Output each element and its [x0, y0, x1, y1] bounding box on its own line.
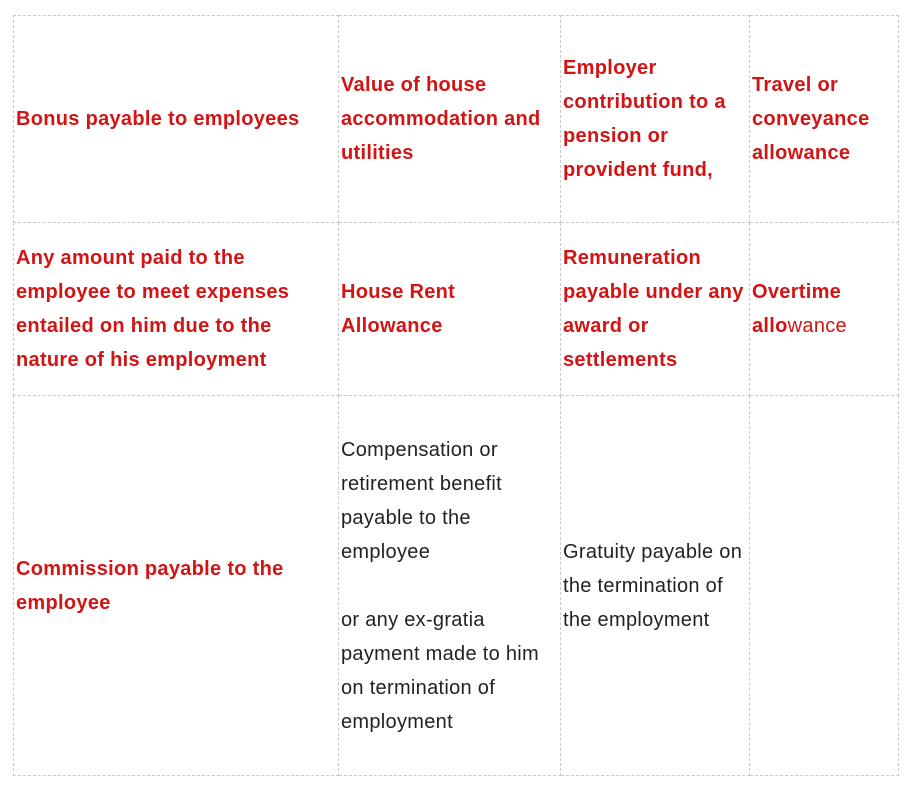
cell-text-regular: wance [787, 315, 847, 337]
table-cell: Commission payable to the employee [14, 396, 339, 776]
cell-text-bold: Overtime [752, 281, 842, 303]
table-cell: Value of house accommodation and utilities [339, 16, 561, 223]
table-cell: House Rent Allowance [339, 223, 561, 396]
table-cell: Travel or conveyance allowance [750, 16, 899, 223]
allowances-table-wrapper [13, 15, 899, 776]
allowances-table [13, 15, 899, 776]
cell-text-bold: allo [752, 315, 788, 337]
table-cell: Employer contribution to a pension or provident fund, [561, 16, 750, 223]
cell-paragraph: Compensation or retirement benefit payable to the employee [341, 438, 503, 563]
cell-paragraph: or any ex-gratia payment made to him on termination of employment [341, 608, 540, 733]
table-cell: Gratuity payable on the termination of the employment [561, 396, 750, 776]
paragraph-gap [341, 569, 556, 603]
table-cell [750, 396, 899, 776]
table-cell: Bonus payable to employees [14, 16, 339, 223]
table-cell: Remuneration payable under any award or settlements [561, 223, 750, 396]
table-cell [339, 396, 561, 776]
table-row [14, 396, 899, 776]
table-cell [750, 223, 899, 396]
table-row [14, 16, 899, 223]
table-row [14, 223, 899, 396]
table-cell: Any amount paid to the employee to meet expenses entailed on him due to the nature of his employment [14, 223, 339, 396]
